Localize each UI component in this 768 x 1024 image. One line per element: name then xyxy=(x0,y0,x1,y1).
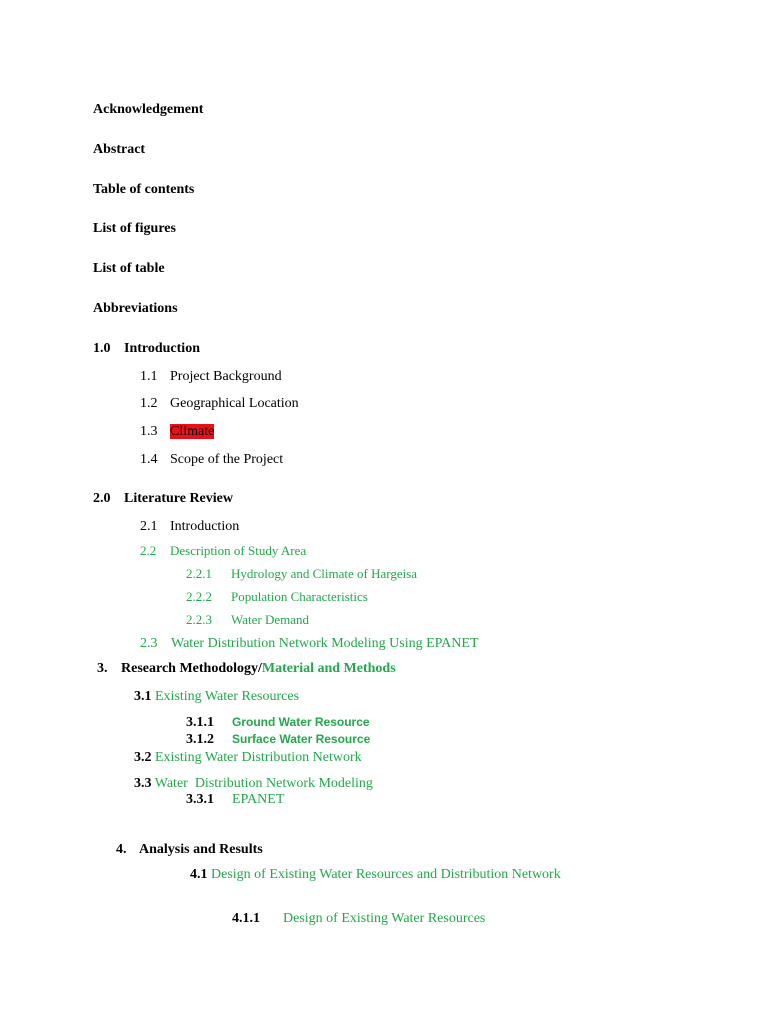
entry-number: 3.1 xyxy=(134,689,152,704)
toc-entry-1-2 xyxy=(140,395,299,413)
entry-label: Ground Water Resource xyxy=(232,715,370,729)
toc-entry-4-1 xyxy=(190,866,561,884)
entry-number: 2.2.2 xyxy=(186,589,212,604)
entry-label: Design of Existing Water Resources and Distribution Network xyxy=(211,867,561,882)
entry-number: 3.3.1 xyxy=(186,792,214,807)
entry-label: Geographical Location xyxy=(170,396,299,411)
chapter-title: Introduction xyxy=(124,341,200,356)
entry-label: Population Characteristics xyxy=(231,589,368,604)
entry-label: EPANET xyxy=(232,792,285,807)
entry-label: Surface Water Resource xyxy=(232,732,371,746)
toc-entry-2-2-3 xyxy=(186,611,309,629)
entry-number: 4.1 xyxy=(190,867,208,882)
entry-number: 1.4 xyxy=(140,452,158,467)
toc-entry-3-1 xyxy=(134,688,299,706)
entry-label: Water Distribution Network Modeling xyxy=(154,776,373,791)
chapter-title: Research Methodology/ xyxy=(121,661,262,676)
toc-entry-2-2-2 xyxy=(186,588,368,606)
toc-entry-3-3-1 xyxy=(186,791,284,809)
toc-entry-3-1-2 xyxy=(186,730,370,749)
chapter-number: 3. xyxy=(97,661,108,676)
entry-number: 1.2 xyxy=(140,396,158,411)
chapter-3-heading xyxy=(97,660,396,678)
chapter-1-heading xyxy=(93,340,200,358)
entry-label: Description of Study Area xyxy=(170,543,307,558)
toc-entry-2-2-1 xyxy=(186,565,417,583)
entry-number: 1.1 xyxy=(140,369,158,384)
chapter-4-heading xyxy=(116,841,263,859)
toc-entry-1-4 xyxy=(140,451,283,469)
entry-label: Design of Existing Water Resources xyxy=(283,911,486,926)
entry-number: 3.1.2 xyxy=(186,732,214,747)
chapter-title: Analysis and Results xyxy=(139,842,263,857)
entry-number: 3.2 xyxy=(134,750,152,765)
toc-entry-1-3 xyxy=(140,423,214,441)
toc-list-of-figures: List of figures xyxy=(93,221,176,236)
entry-label: Introduction xyxy=(170,519,240,534)
toc-entry-3-2 xyxy=(134,749,362,767)
entry-number: 2.2 xyxy=(140,543,157,558)
chapter-number: 2.0 xyxy=(93,491,111,506)
toc-list-of-table: List of table xyxy=(93,261,165,276)
entry-number: 4.1.1 xyxy=(232,911,260,926)
entry-number: 1.3 xyxy=(140,424,158,439)
toc-entry-4-1-1 xyxy=(232,910,485,928)
entry-number: 3.3 xyxy=(134,776,152,791)
entry-label: Project Background xyxy=(170,369,282,384)
toc-entry-1-1 xyxy=(140,368,282,386)
chapter-title: Literature Review xyxy=(124,491,233,506)
entry-number: 2.1 xyxy=(140,519,158,534)
toc-entry-2-3 xyxy=(140,635,479,653)
entry-label: Existing Water Distribution Network xyxy=(155,750,362,765)
entry-label: Hydrology and Climate of Hargeisa xyxy=(231,566,418,581)
toc-table-of-contents: Table of contents xyxy=(93,182,195,197)
entry-number: 2.2.1 xyxy=(186,566,212,581)
toc-abstract: Abstract xyxy=(93,142,146,157)
entry-label: Existing Water Resources xyxy=(155,689,300,704)
entry-number: 3.1.1 xyxy=(186,715,214,730)
toc-abbreviations: Abbreviations xyxy=(93,301,178,316)
entry-number: 2.2.3 xyxy=(186,612,212,627)
chapter-title-highlight: Material and Methods xyxy=(261,661,396,676)
entry-label: Scope of the Project xyxy=(170,452,284,467)
toc-entry-2-2 xyxy=(140,542,306,560)
toc-entry-2-1 xyxy=(140,518,239,536)
toc-acknowledgement: Acknowledgement xyxy=(93,102,204,117)
chapter-number: 4. xyxy=(116,842,127,857)
chapter-2-heading xyxy=(93,490,233,508)
entry-label: Water Distribution Network Modeling Using EPANET xyxy=(171,636,479,651)
highlighted-entry-label: Climate xyxy=(170,424,215,439)
entry-number: 2.3 xyxy=(140,636,158,651)
chapter-number: 1.0 xyxy=(93,341,111,356)
entry-label: Water Demand xyxy=(231,612,309,627)
